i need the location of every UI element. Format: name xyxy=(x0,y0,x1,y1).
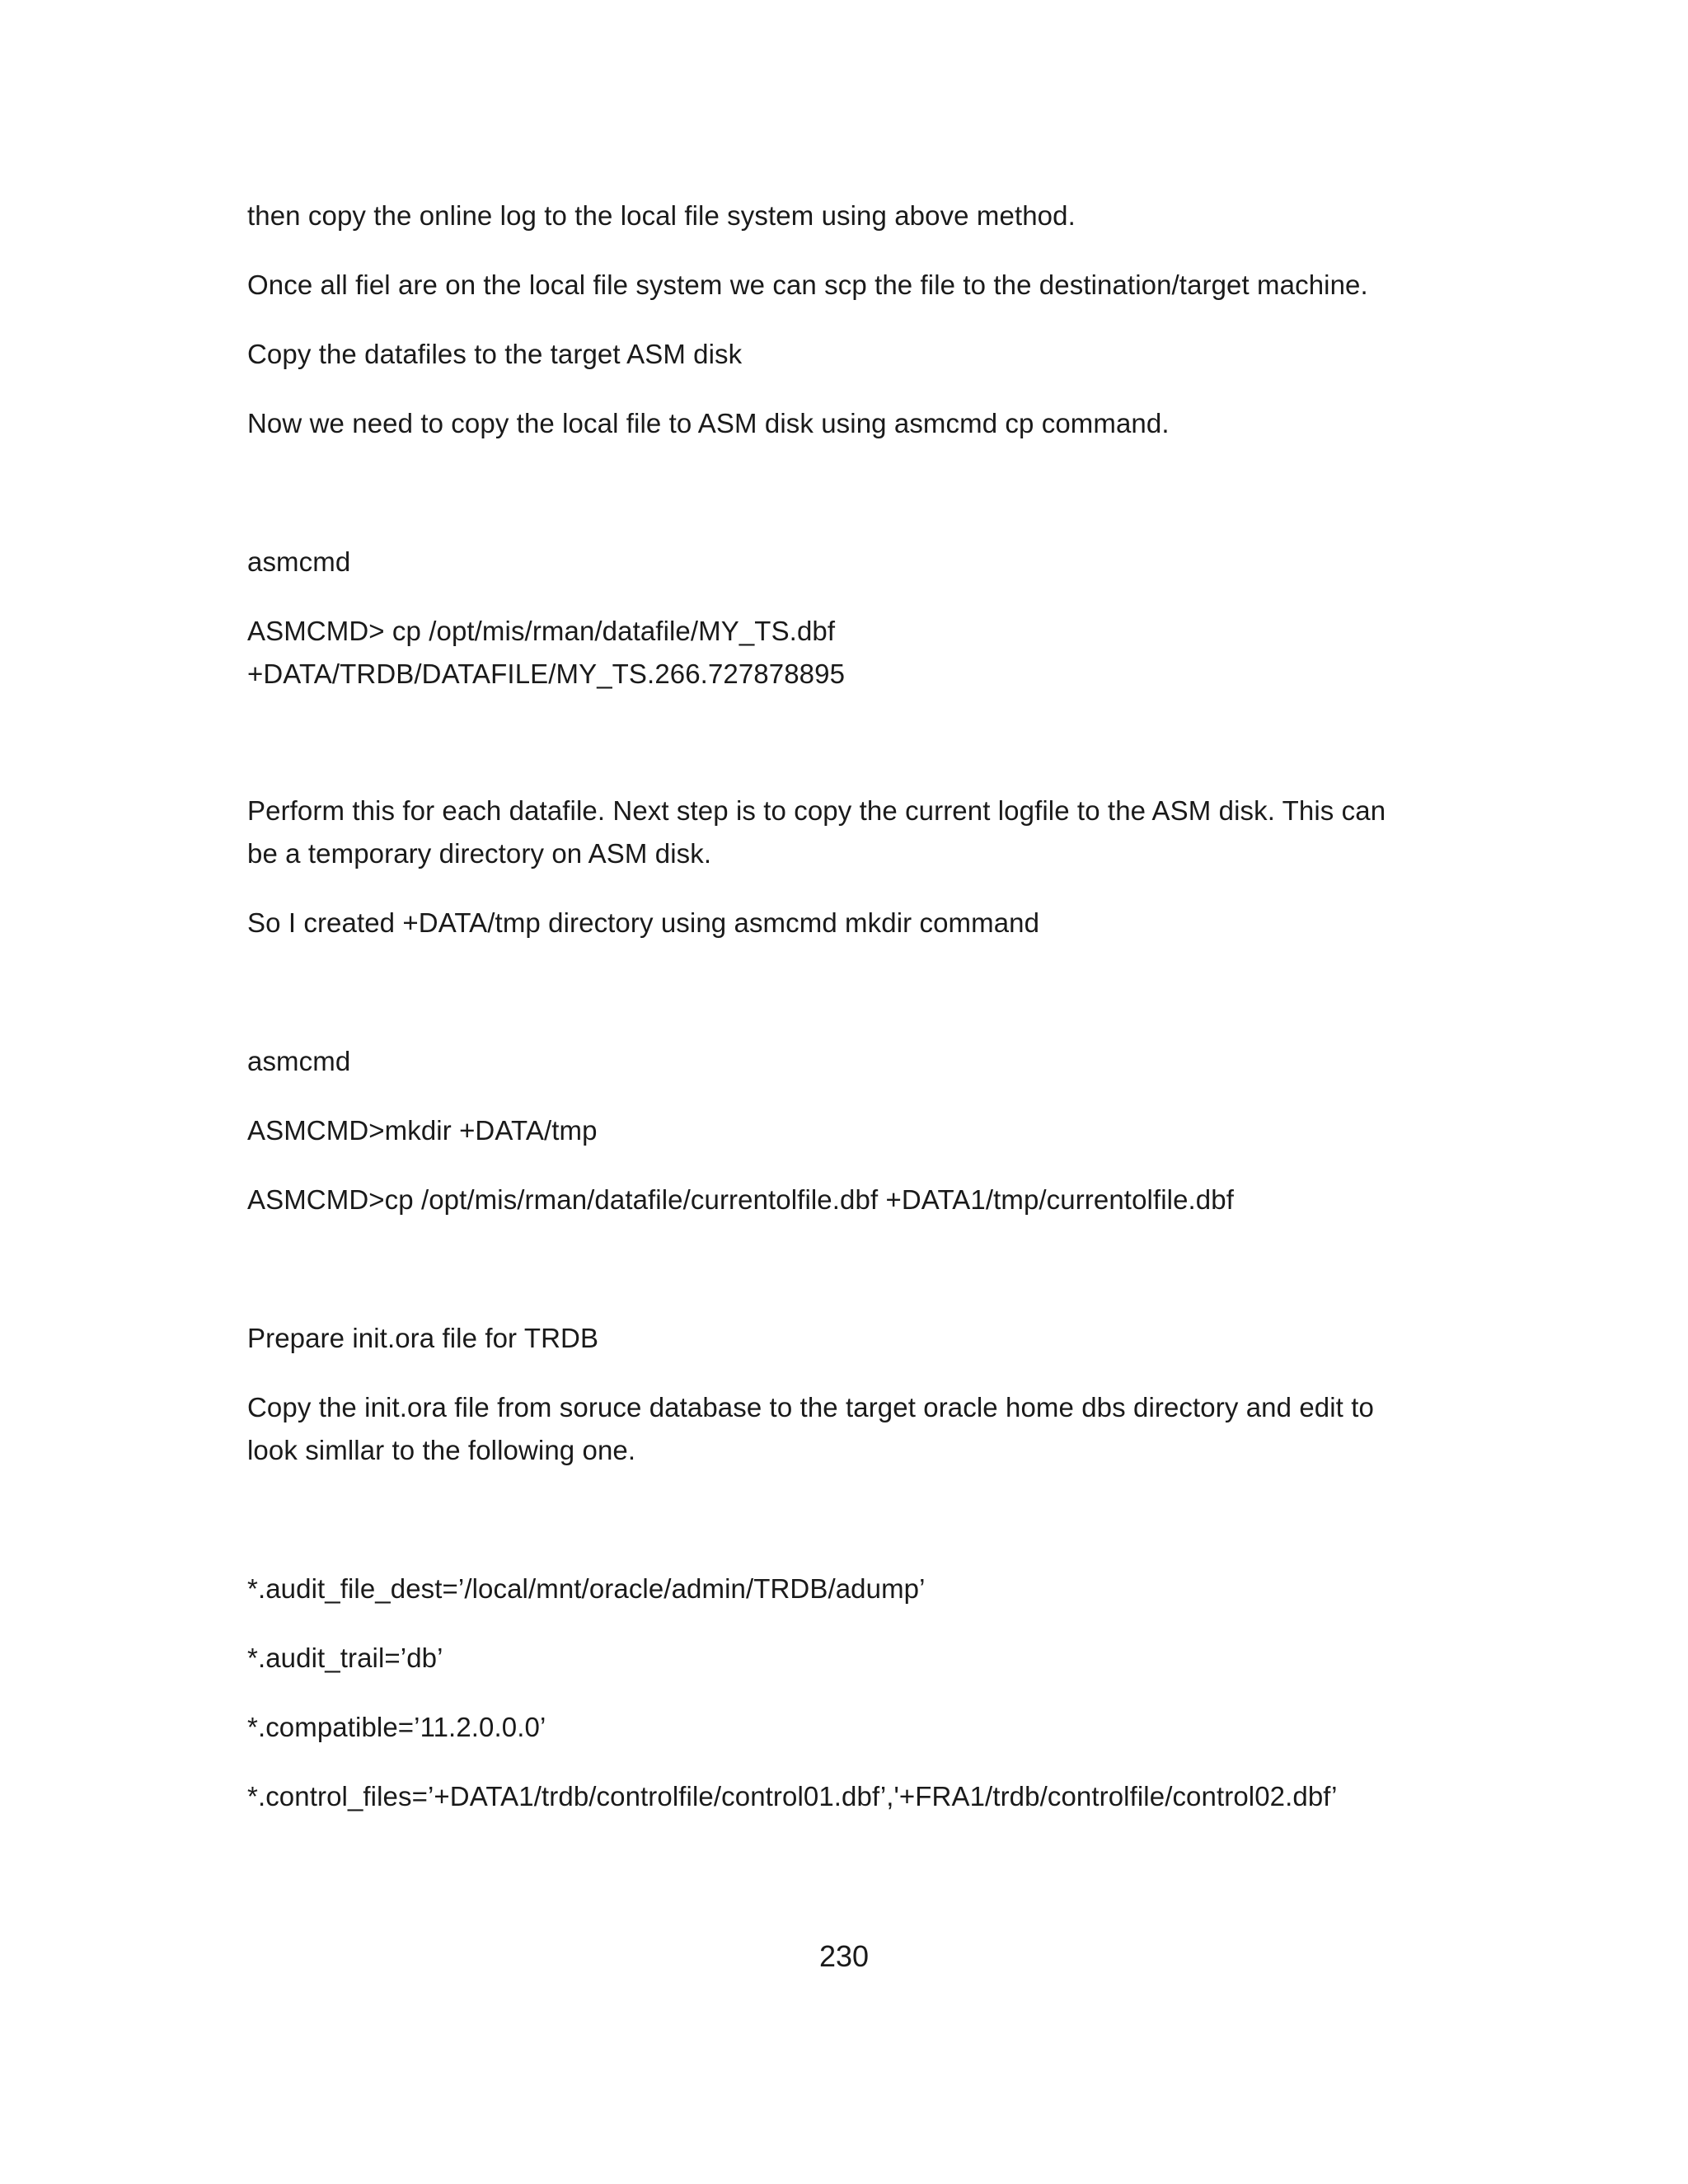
paragraph-line: be a temporary directory on ASM disk. xyxy=(247,838,712,869)
paragraph-line: Now we need to copy the local file to ASM disk using asmcmd cp command. xyxy=(247,408,1170,438)
paragraph-line: look simllar to the following one. xyxy=(247,1435,636,1465)
paragraph-line: Once all fiel are on the local file system we can scp the file to the destination/target machine. xyxy=(247,269,1368,300)
code-line: *.control_files=’+DATA1/trdb/controlfile/control01.dbf’,'+FRA1/trdb/controlfile/control02.dbf’ xyxy=(247,1781,1338,1811)
paragraph-line: So I created +DATA/tmp directory using asmcmd mkdir command xyxy=(247,907,1040,938)
paragraph-line: Copy the init.ora file from soruce database to the target oracle home dbs directory and edit to xyxy=(247,1392,1374,1422)
code-line: *.compatible=’11.2.0.0.0’ xyxy=(247,1712,546,1742)
paragraph-line: then copy the online log to the local file system using above method. xyxy=(247,200,1076,231)
heading-line: Copy the datafiles to the target ASM disk xyxy=(247,339,743,369)
code-line: ASMCMD> cp /opt/mis/rman/datafile/MY_TS.dbf xyxy=(247,616,836,646)
paragraph-line: Perform this for each datafile. Next step is to copy the current logfile to the ASM disk. This can xyxy=(247,795,1386,826)
page-number: 230 xyxy=(818,1939,870,1973)
code-line: asmcmd xyxy=(247,1046,351,1076)
code-line: *.audit_trail=’db’ xyxy=(247,1643,443,1673)
code-line: *.audit_file_dest=’/local/mnt/oracle/admin/TRDB/adump’ xyxy=(247,1573,926,1604)
code-line: +DATA/TRDB/DATAFILE/MY_TS.266.727878895 xyxy=(247,658,846,689)
code-line: asmcmd xyxy=(247,546,351,577)
code-line: ASMCMD>cp /opt/mis/rman/datafile/currentolfile.dbf +DATA1/tmp/currentolfile.dbf xyxy=(247,1184,1234,1215)
code-line: ASMCMD>mkdir +DATA/tmp xyxy=(247,1115,598,1146)
heading-line: Prepare init.ora file for TRDB xyxy=(247,1323,599,1353)
